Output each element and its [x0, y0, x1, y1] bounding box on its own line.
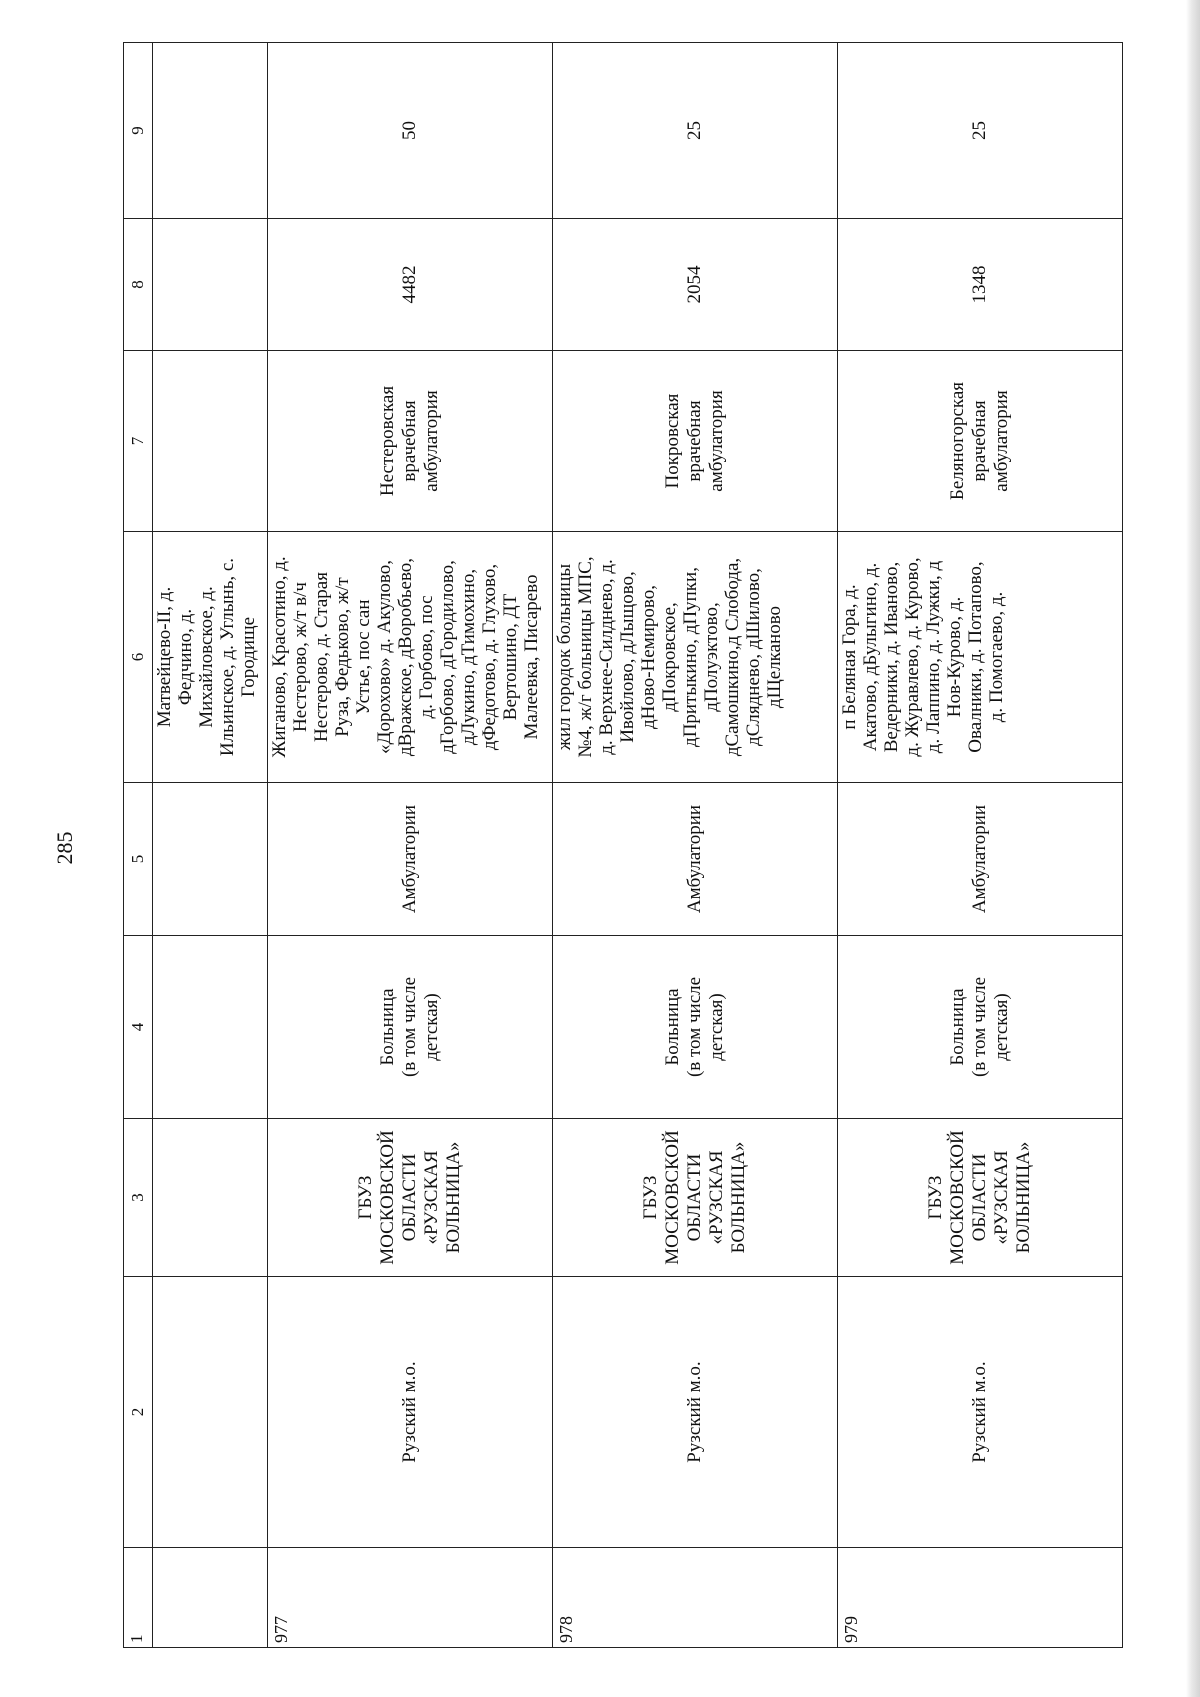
localities-cell: п Беляная Гора, д. Акатово, дБулыгино, д. Ведерники, д. Иваново, д. Журавлево, д. Курово, д. Лаппино, д. Лужки, д Нов-Курово, д. Овалники, д. Потапово, д. Помогаево, д.	[838, 532, 1123, 783]
localities-cell: Матвейцево-II, д. Федчино, д. Михайловское, д. Ильинское, д. Углынь, с. Городище	[153, 532, 268, 783]
empty-cell	[153, 43, 268, 219]
type-cell: Больница (в том числе детская)	[838, 936, 1123, 1119]
population-cell: 2054	[553, 219, 838, 351]
organization-cell: ГБУЗ МОСКОВСКОЙ ОБЛАСТИ «РУЗСКАЯ БОЛЬНИЦА»	[553, 1119, 838, 1277]
organization-cell: ГБУЗ МОСКОВСКОЙ ОБЛАСТИ «РУЗСКАЯ БОЛЬНИЦА»	[838, 1119, 1123, 1277]
empty-cell	[153, 351, 268, 532]
capacity-cell: 50	[268, 43, 553, 219]
capacity-cell: 25	[838, 43, 1123, 219]
localities-cell: жил городок больницы №4, ж/г больницы МПС, д. Верхнее-Силднево, д. Ивойлово, дЛыщово, дНово-Немирово, дПокровское, дПритыкино, дПупки, дПолуэктово, дСамошкино,д Слобода, дСлядневo, дШилово, дЩелканово	[553, 532, 838, 783]
empty-cell	[153, 936, 268, 1119]
district-cell: Рузский м.о.	[838, 1277, 1123, 1548]
column-number-row	[124, 43, 153, 1648]
empty-cell	[153, 219, 268, 351]
subdivision-cell: Амбулатории	[838, 783, 1123, 936]
population-cell: 1348	[838, 219, 1123, 351]
page-number: 285	[52, 831, 77, 865]
column-number: 4	[124, 936, 153, 1119]
column-number: 9	[124, 43, 153, 219]
facilities-table	[123, 42, 1123, 1648]
rotated-table-wrapper	[123, 43, 1120, 1648]
table-row	[268, 43, 553, 1648]
capacity-cell: 25	[553, 43, 838, 219]
localities-cell: Жиганово, Красотино, д. Нестерово, ж/т в/ч Нестерово, д. Старая Руза, Федьково, ж/т Устье, пос сан «Дорохово» д. Акулово, дВражское, дВоробьево, д. Горбово, пос дГорбово, дГородилово, дЛукино, дТимохино, дФедотово, д. Глухово, Вертошино, ДТ Малеевка, Писарево	[268, 532, 553, 783]
column-number: 6	[124, 532, 153, 783]
facility-cell: Покровская врачебная амбулатория	[553, 351, 838, 532]
row-number-cell: 979	[838, 1548, 1123, 1648]
row-number-cell: 977	[268, 1548, 553, 1648]
organization-cell: ГБУЗ МОСКОВСКОЙ ОБЛАСТИ «РУЗСКАЯ БОЛЬНИЦА»	[268, 1119, 553, 1277]
column-number: 7	[124, 351, 153, 532]
district-cell: Рузский м.о.	[553, 1277, 838, 1548]
facility-cell: Беляногорская врачебная амбулатория	[838, 351, 1123, 532]
continuation-row	[153, 43, 268, 1648]
facility-cell: Нестеровская врачебная амбулатория	[268, 351, 553, 532]
type-cell: Больница (в том числе детская)	[268, 936, 553, 1119]
column-number: 3	[124, 1119, 153, 1277]
column-number: 8	[124, 219, 153, 351]
row-number-cell: 978	[553, 1548, 838, 1648]
empty-cell	[153, 1548, 268, 1648]
empty-cell	[153, 1119, 268, 1277]
column-number: 1	[124, 1548, 153, 1648]
table-row	[553, 43, 838, 1648]
subdivision-cell: Амбулатории	[268, 783, 553, 936]
column-number: 5	[124, 783, 153, 936]
table-row	[838, 43, 1123, 1648]
type-cell: Больница (в том числе детская)	[553, 936, 838, 1119]
subdivision-cell: Амбулатории	[553, 783, 838, 936]
population-cell: 4482	[268, 219, 553, 351]
empty-cell	[153, 1277, 268, 1548]
scan-edge	[1186, 0, 1200, 1697]
column-number: 2	[124, 1277, 153, 1548]
district-cell: Рузский м.о.	[268, 1277, 553, 1548]
empty-cell	[153, 783, 268, 936]
